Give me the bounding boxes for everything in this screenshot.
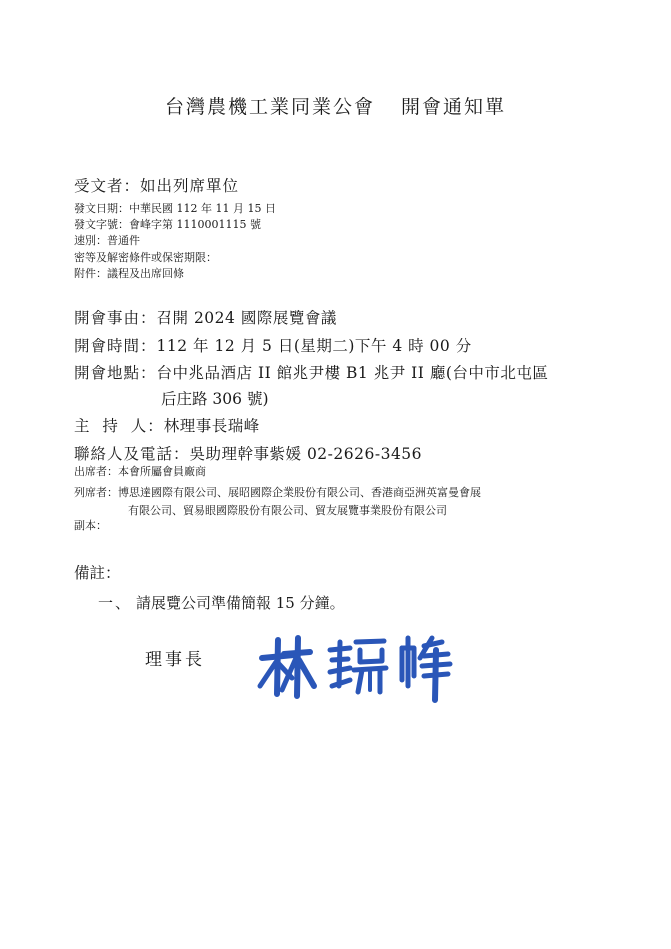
meeting-subject-label: 開會事由：: [74, 309, 157, 327]
doc-type: 開會通知單: [401, 96, 507, 118]
attachment-line: 附件：議程及出席回條: [74, 266, 184, 280]
recipient-line: [74, 174, 239, 196]
remarks-label: 備註：: [74, 564, 121, 582]
remark-item: [98, 592, 345, 613]
contact-value: 吳助理幹事紫媛 02-2626-3456: [189, 445, 423, 463]
issue-number: 發文字號：會峰字第 1110001115 號: [74, 218, 261, 232]
remark-number: 一、: [98, 594, 133, 612]
meeting-time-label: 開會時間：: [74, 337, 157, 355]
attendees-line: 出席者：本會所屬會員廠商: [74, 465, 206, 478]
meeting-subject-line: [74, 306, 337, 328]
meeting-subject: 召開 2024 國際展覽會議: [156, 309, 337, 327]
remark-text: 請展覽公司準備簡報 15 分鐘。: [136, 594, 345, 612]
document-meta: [74, 201, 276, 282]
cc-line: 副本：: [74, 519, 107, 532]
contact-line: [74, 442, 422, 464]
issue-date: 發文日期：中華民國 112 年 11 月 15 日: [74, 202, 276, 215]
meeting-host: 林理事長瑞峰: [163, 417, 260, 435]
chairman-title: 理事長: [145, 650, 205, 670]
observers-line1: 列席者：博思達國際有限公司、展昭國際企業股份有限公司、香港商亞洲英富曼會展: [74, 486, 481, 499]
meeting-place-label: 開會地點：: [74, 364, 157, 382]
signature-stamp: [252, 628, 462, 708]
delivery-speed: 速別：普通件: [74, 234, 140, 248]
meeting-time-line: [74, 334, 472, 356]
meeting-place-line1: 台中兆品酒店 II 館兆尹樓 B1 兆尹 II 廳(台中市北屯區: [156, 364, 549, 382]
contact-label: 聯絡人及電話：: [74, 445, 190, 463]
meeting-host-label: 主 持 人：: [74, 417, 164, 435]
meeting-host-line: [74, 414, 260, 436]
org-name: 台灣農機工業同業公會: [164, 96, 375, 118]
recipient-label: 受文者：: [74, 177, 141, 195]
meeting-place-line: [74, 361, 548, 383]
secrecy-level: 密等及解密條件或保密期限：: [74, 250, 217, 264]
meeting-time: 112 年 12 月 5 日(星期二)下午 4 時 00 分: [156, 337, 472, 355]
recipient-value: 如出列席單位: [140, 177, 240, 195]
meeting-place-line2: 后庄路 306 號): [161, 390, 269, 408]
document-title: [0, 92, 671, 119]
observers-line2: 有限公司、貿易眼國際股份有限公司、貿友展覽事業股份有限公司: [128, 504, 447, 517]
